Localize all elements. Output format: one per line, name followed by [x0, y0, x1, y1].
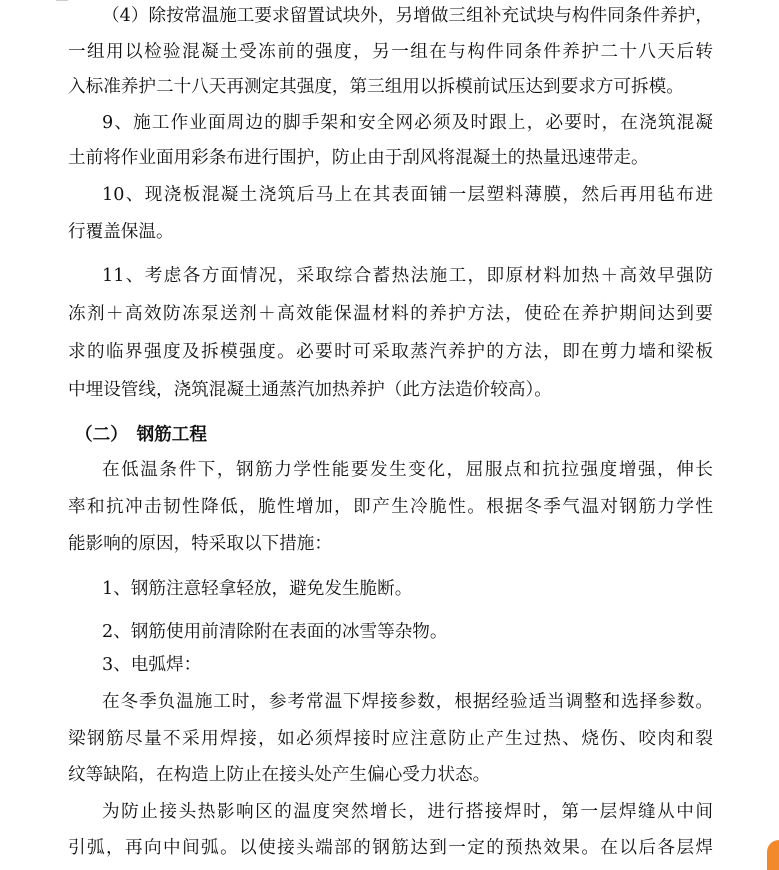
text-line: 为防止接头热影响区的温度突然增长，进行搭接焊时，第一层焊缝从中间 — [102, 802, 713, 822]
text-line: 11、考虑各方面情况，采取综合蓄热法施工，即原材料加热＋高效早强防 — [102, 266, 713, 286]
text-line: 9、施工作业面周边的脚手架和安全网必须及时跟上，必要时，在浇筑混凝 — [102, 113, 713, 133]
text-line: 求的临界强度及拆模强度。必要时可采取蒸汽养护的方法，即在剪力墙和梁板 — [68, 342, 713, 362]
text-line: 10、现浇板混凝土浇筑后马上在其表面铺一层塑料薄膜，然后再用毡布进 — [102, 185, 713, 205]
text-line: （4）除按常温施工要求留置试块外，另增做三组补充试块与构件同条件养护， — [102, 6, 713, 26]
text-line: 冻剂＋高效防冻泵送剂＋高效能保温材料的养护方法，使砼在养护期间达到要 — [68, 304, 713, 324]
text-line: 在冬季负温施工时，参考常温下焊接参数，根据经验适当调整和选择参数。 — [102, 692, 713, 712]
text-line: 中埋设管线，浇筑混凝土通蒸汽加热养护（此方法造价较高）。 — [68, 380, 552, 400]
section-heading: （二） 钢筋工程 — [75, 424, 207, 445]
text-line: 入标准养护二十八天再测定其强度，第三组用以拆模前试压达到要求方可拆模。 — [68, 77, 684, 97]
list-item: 2、钢筋使用前清除附在表面的冰雪等杂物。 — [102, 622, 448, 642]
text-line: 能影响的原因，特采取以下措施： — [68, 534, 332, 554]
page-margin-mark — [56, 0, 68, 1]
list-item: 3、电弧焊： — [102, 655, 202, 675]
text-line: 引弧，再向中间弧。以使接头端部的钢筋达到一定的预热效果。在以后各层焊 — [68, 838, 713, 858]
text-line: 梁钢筋尽量不采用焊接，如必须焊接时应注意防止产生过热、烧伤、咬肉和裂 — [68, 729, 713, 749]
text-line: 土前将作业面用彩条布进行围护，防止由于刮风将混凝土的热量迅速带走。 — [68, 148, 649, 168]
text-line: 行覆盖保温。 — [68, 222, 174, 242]
text-line: 一组用以检验混凝土受冻前的强度，另一组在与构件同条件养护二十八天后转 — [68, 42, 713, 62]
corner-tab-icon — [767, 840, 779, 870]
list-item: 1、钢筋注意轻拿轻放，避免发生脆断。 — [102, 579, 413, 599]
text-line: 纹等缺陷，在构造上防止在接头处产生偏心受力状态。 — [68, 765, 491, 785]
text-line: 在低温条件下，钢筋力学性能要发生变化，屈服点和抗拉强度增强，伸长 — [102, 460, 713, 480]
text-line: 率和抗冲击韧性降低，脆性增加，即产生冷脆性。根据冬季气温对钢筋力学性 — [68, 497, 713, 517]
